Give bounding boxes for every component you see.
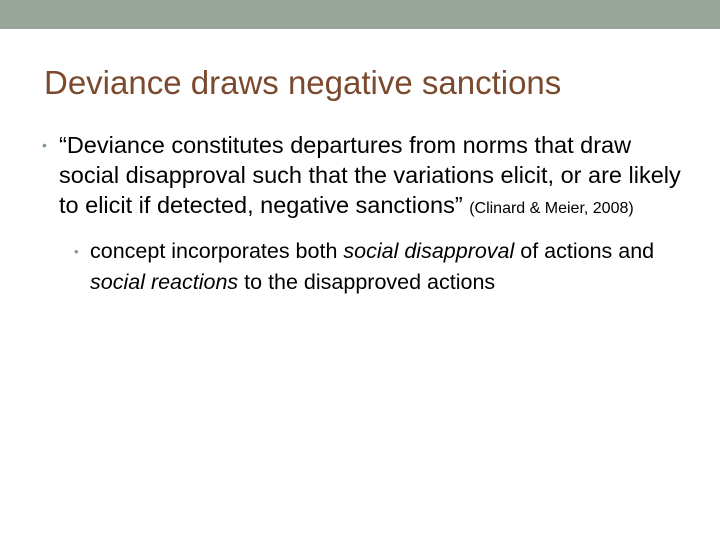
top-bar <box>0 0 720 29</box>
sub-bullet-item <box>74 236 665 298</box>
sub-bullet-text-2: of actions and <box>514 239 655 263</box>
slide-body <box>44 130 684 298</box>
bullet-text: “Deviance constitutes departures from norms that draw social disapproval such that the variations elicit, or are likely to elicit if detected, negative sanctions” <box>59 132 681 218</box>
sub-bullet-emphasis-2: social reactions <box>90 270 239 294</box>
bullet-item <box>44 130 684 224</box>
slide-title: Deviance draws negative sanctions <box>44 64 562 101</box>
citation: (Clinard & Meier, 2008) <box>469 200 634 217</box>
sub-bullet-text-1: concept incorporates both <box>90 239 344 263</box>
bullet-marker: • <box>42 137 47 153</box>
sub-bullet-emphasis-1: social disapproval <box>343 239 515 263</box>
sub-bullet-text-3: to the disapproved actions <box>238 270 496 294</box>
sub-bullet-marker: • <box>74 244 79 259</box>
